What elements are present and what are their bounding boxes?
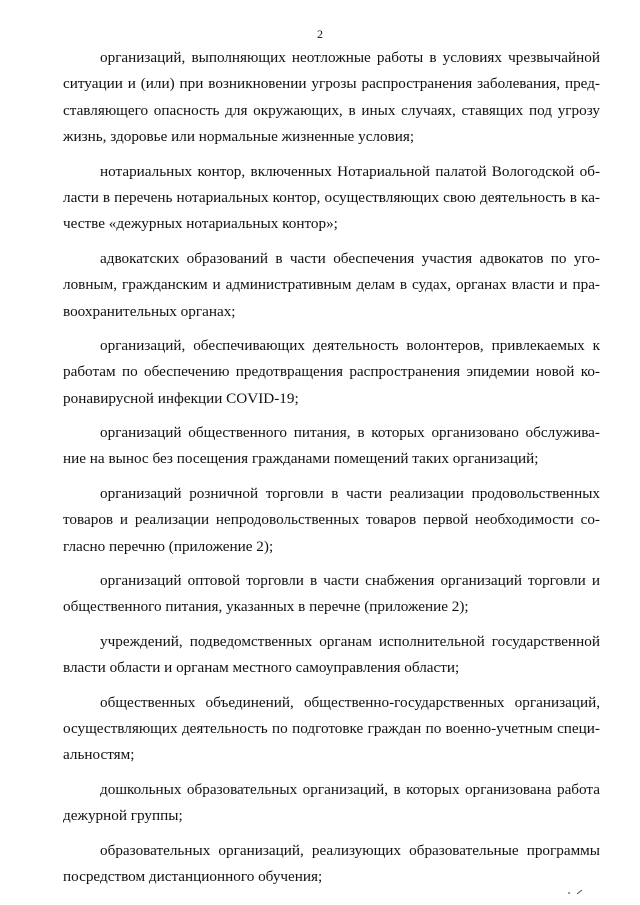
paragraph-line: организаций оптовой торговли в части снабжения организаций торговли и [100,572,600,590]
paragraph-line: осуществляющих деятельность по подготовке граждан по военно-учетным специ- [63,719,600,737]
paragraph [63,777,600,830]
paragraph-line: организаций общественного питания, в которых организовано обслужива- [100,424,600,442]
paragraph-line: ситуации и (или) при возникновении угрозы распространения заболевания, пред- [63,75,600,93]
paragraph [63,629,600,682]
paragraph-line: организаций, выполняющих неотложные работы в условиях чрезвычайной [100,49,600,66]
paragraph-line: посредством дистанционного обучения; [63,867,323,885]
paragraph-line: ронавирусной инфекции COVID-19; [63,389,299,407]
paragraph-line: товаров и реализации непродовольственных товаров первой необходимости со- [63,511,600,529]
paragraph [63,246,600,325]
paragraph-line: общественных объединений, общественно-государственных организаций, [100,693,600,711]
paragraph-line: альностям; [63,746,135,764]
paragraph-line: общественного питания, указанных в перечне (приложение 2); [63,598,469,616]
paragraph [63,690,600,769]
paragraph [63,159,600,238]
paragraph [63,481,600,560]
paragraph [63,838,600,891]
paragraph-line: гласно перечню (приложение 2); [63,537,274,555]
paragraph [63,568,600,621]
paragraph-line: честве «дежурных нотариальных контор»; [63,215,338,233]
paragraph [63,333,600,412]
paragraph-line: ловным, гражданским и административным делам в судах, органах власти и пра- [63,276,600,294]
paragraph-line: образовательных организаций, реализующих образовательные программы [100,841,600,859]
paragraph-line: организаций, обеспечивающих деятельность волонтеров, привлекаемых к [100,336,600,354]
paragraph-line: учреждений, подведомственных органам исполнительной государственной [100,632,600,650]
page-number: 2 [317,27,323,41]
paragraph-line: ние на вынос без посещения гражданами помещений таких организаций; [63,450,539,468]
paragraph-line: ставляющего опасность для окружающих, в иных случаях, ставящих под угрозу [63,101,600,119]
document-body [63,45,600,898]
paragraph [63,45,600,151]
paragraph-line: ласти в перечень нотариальных контор, осуществляющих свою деятельность в ка- [63,188,600,206]
paragraph-line: дежурной группы; [63,807,183,825]
paragraph-line: работам по обеспечению предотвращения распространения эпидемии новой ко- [63,363,600,381]
paragraph-line: жизнь, здоровье или нормальные жизненные условия; [63,128,415,146]
paragraph-line: нотариальных контор, включенных Нотариальной палатой Вологодской об- [100,162,600,180]
paragraph-line: власти области и органам местного самоуправления области; [63,659,460,677]
paragraph-line: организаций розничной торговли в части реализации продовольственных [100,484,600,502]
paragraph-line: адвокатских образований в части обеспечения участия адвокатов по уго- [100,249,600,267]
paragraph-line: воохранительных органах; [63,302,236,320]
paragraph [63,420,600,473]
paragraph-line: дошкольных образовательных организаций, в которых организована работа [100,780,600,798]
scan-artifact-mark [566,888,586,896]
